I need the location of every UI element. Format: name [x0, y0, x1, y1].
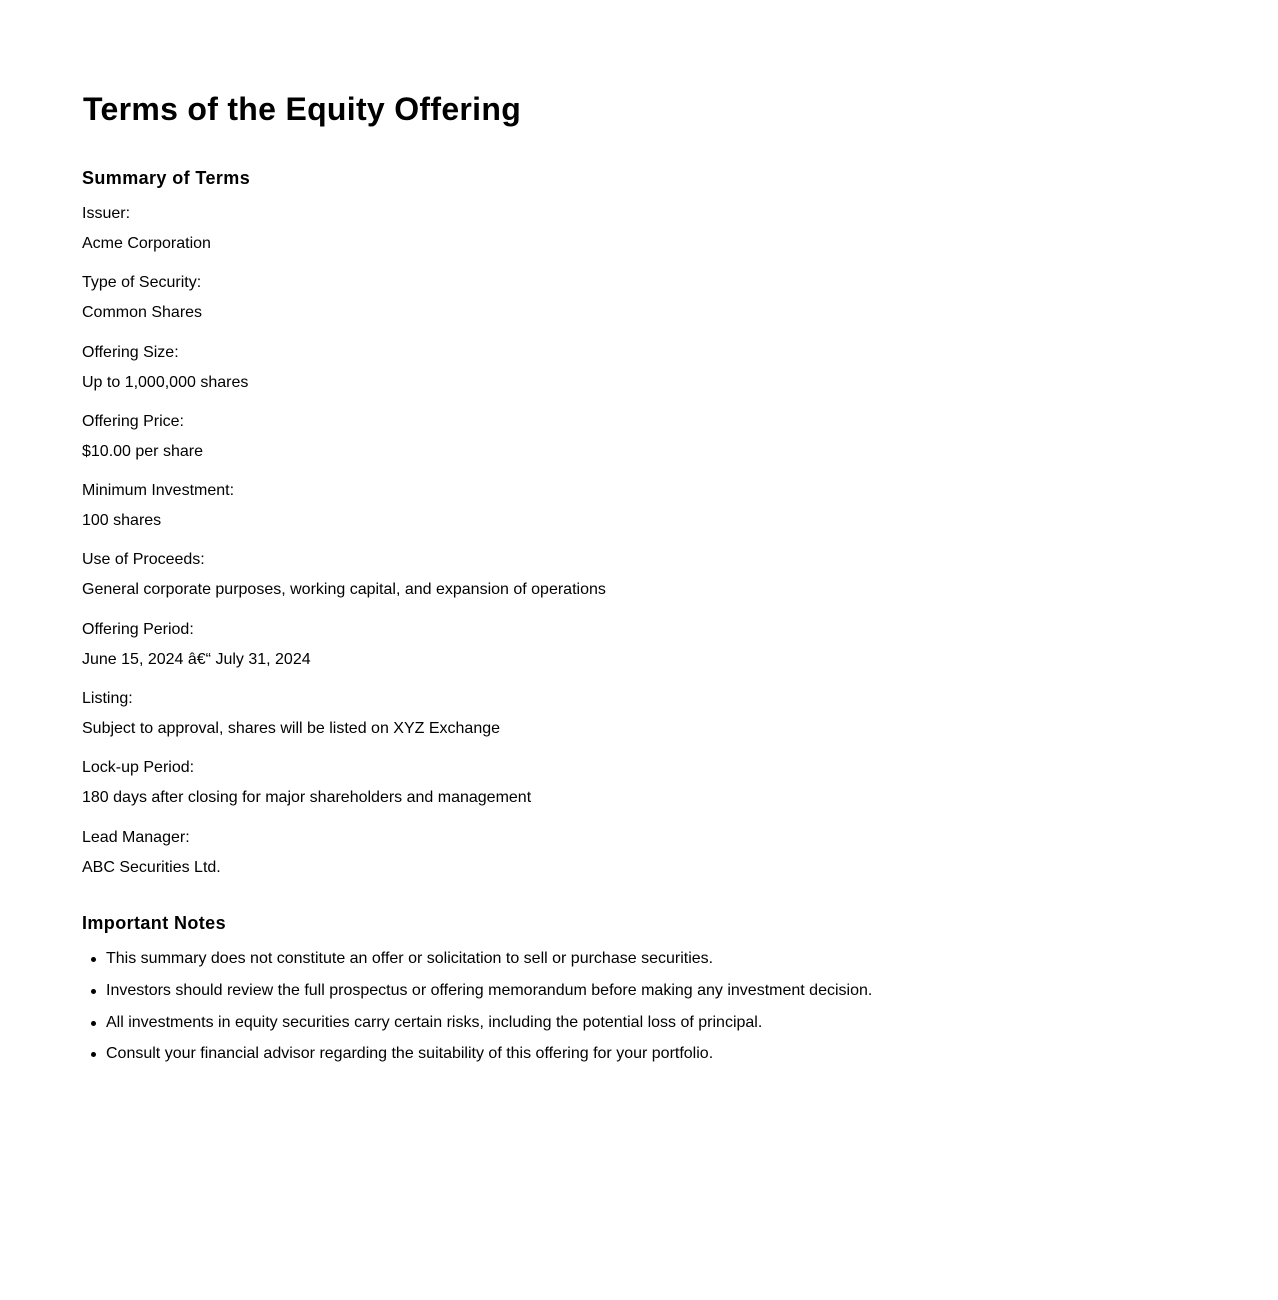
list-item [82, 1041, 872, 1073]
term-value: Subject to approval, shares will be listed on XYZ Exchange [82, 720, 501, 738]
list-item [82, 946, 872, 978]
term-offering-size [82, 340, 606, 409]
term-value: 100 shares [82, 512, 162, 530]
term-issuer [82, 201, 606, 270]
term-label: Lead Manager: [82, 828, 190, 846]
bullet-icon [91, 957, 96, 962]
bullet-icon [91, 1021, 96, 1026]
term-label: Issuer: [82, 205, 131, 222]
term-value: June 15, 2024 â€“ July 31, 2024 [82, 650, 311, 668]
term-label: Lock-up Period: [82, 759, 195, 777]
term-value: 180 days after closing for major shareholders and management [82, 789, 532, 807]
term-value: Up to 1,000,000 shares [82, 373, 249, 391]
term-value: General corporate purposes, working capital, and expansion of operations [82, 581, 606, 599]
list-item [82, 1010, 872, 1042]
term-lead-manager [82, 825, 606, 894]
important-notes-heading: Important Notes [82, 913, 227, 933]
term-value: Acme Corporation [82, 235, 211, 252]
term-label: Use of Proceeds: [82, 551, 205, 569]
term-label: Listing: [82, 690, 133, 708]
term-label: Type of Security: [82, 274, 202, 292]
term-use-of-proceeds [82, 547, 606, 616]
page-title: Terms of the Equity Offering [83, 91, 522, 127]
term-label: Offering Price: [82, 412, 184, 430]
list-item [82, 978, 872, 1010]
important-notes-list [82, 946, 872, 1073]
term-label: Minimum Investment: [82, 482, 235, 500]
note-text: Investors should review the full prospectus or offering memorandum before making any investment decision. [106, 981, 873, 999]
note-text: Consult your financial advisor regarding the suitability of this offering for your portfolio. [106, 1045, 714, 1063]
terms-list [82, 201, 606, 894]
term-minimum-investment [82, 478, 606, 547]
term-listing [82, 686, 606, 755]
term-offering-price [82, 409, 606, 478]
term-lock-up-period [82, 755, 606, 824]
term-value: $10.00 per share [82, 442, 203, 460]
term-label: Offering Size: [82, 343, 179, 361]
term-value: Common Shares [82, 304, 203, 322]
bullet-icon [91, 989, 96, 994]
note-text: All investments in equity securities carry certain risks, including the potential loss of principal. [106, 1013, 763, 1031]
term-label: Offering Period: [82, 620, 194, 638]
term-offering-period [82, 617, 606, 686]
term-type-of-security [82, 270, 606, 339]
summary-heading: Summary of Terms [82, 168, 251, 188]
term-value: ABC Securities Ltd. [82, 858, 221, 876]
note-text: This summary does not constitute an offer or solicitation to sell or purchase securities. [106, 950, 714, 967]
bullet-icon [91, 1052, 96, 1057]
